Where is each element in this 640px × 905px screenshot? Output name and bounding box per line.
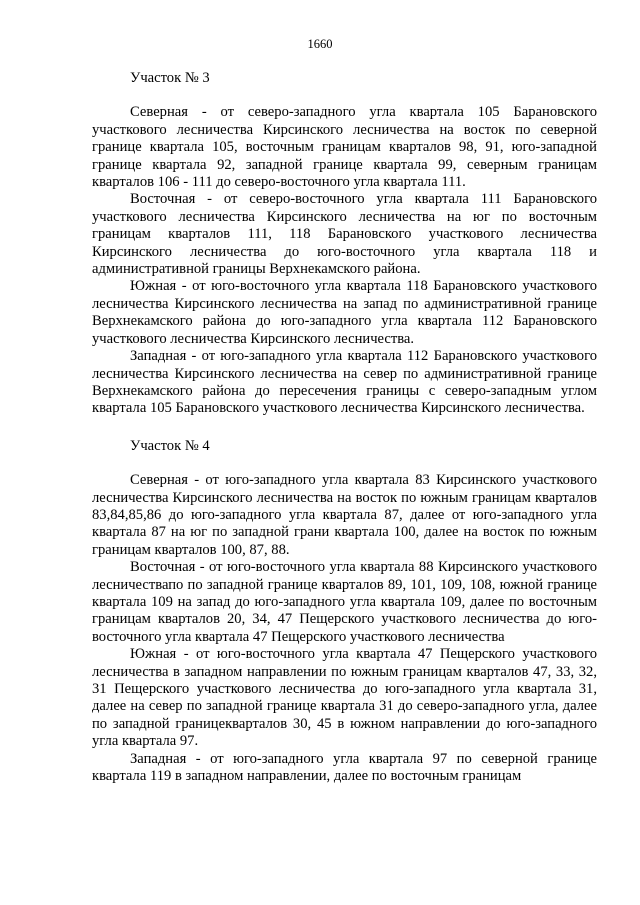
page-number: 1660	[307, 37, 333, 51]
paragraph-west: Западная - от юго-западного угла квартала 112 Барановского участкового лесничества Кирсинского лесничества на север по административной границе Верхнекамского района до пересечения границы с северо-западным углом квартала 105 Барановского участкового лесничества Кирсинского лесничества.	[92, 348, 597, 417]
document-body	[92, 70, 597, 785]
paragraph-north: Северная - от северо-западного угла квартала 105 Барановского участкового лесничества Кирсинского лесничества на восток по северной границе квартала 105, восточным границам кварталов 98, 91, юго-западной границе квартала 92, западной границе квартала 99, северным границам кварталов 106 - 111 до северо-восточного угла квартала 111.	[92, 104, 597, 191]
section-title: Участок № 3	[130, 70, 210, 86]
section-title: Участок № 4	[130, 437, 210, 454]
paragraph-south: Южная - от юго-восточного угла квартала 47 Пещерского участкового лесничества в западном направлении по южным границам кварталов 47, 33, 32, 31 Пещерского участкового лесничества до юго-западного угла квартала 31, далее на север по западной границе квартала 31 до северо-западного угла, далее по западной границекварталов 30, 45 в южном направлении до юго-западного угла квартала 97.	[92, 646, 597, 750]
section-plot-3	[92, 70, 597, 418]
paragraph-east: Восточная - от юго-восточного угла квартала 88 Кирсинского участкового лесничествапо по западной границе кварталов 89, 101, 109, 108, южной границе квартала 109 на запад до юго-западного угла квартала 109, далее по восточным границам кварталов 20, 34, 47 Пещерского участкового лесничества до юго-восточного угла квартала 47 Пещерского участкового лесничества	[92, 559, 597, 645]
paragraph-south: Южная - от юго-восточного угла квартала 118 Барановского участкового лесничества Кирсинского лесничества на запад по административной границе Верхнекамского района до юго-западного угла квартала 112 Барановского участкового лесничества Кирсинского лесничества.	[92, 278, 597, 347]
paragraph-west: Западная - от юго-западного угла квартала 97 по северной границе квартала 119 в западном направлении, далее по восточным границам	[92, 750, 597, 785]
paragraph-north: Северная - от юго-западного угла квартала 83 Кирсинского участкового лесничества Кирсинского лесничества на восток по южным границам кварталов 83,84,85,86 до юго-западного угла квартала 87, далее от юго-западного угла квартала 87 на юг по западной грани квартала 100, далее на восток по южным границам кварталов 100, 87, 88.	[92, 472, 597, 558]
section-plot-4	[92, 438, 597, 786]
paragraph-east: Восточная - от северо-восточного угла квартала 111 Барановского участкового лесничества Кирсинского лесничества на юг по восточным границам кварталов 111, 118 Барановского участкового лесничества Кирсинского лесничества до юго-восточного угла квартала 118 и административной границы Верхнекамского района.	[92, 191, 597, 278]
